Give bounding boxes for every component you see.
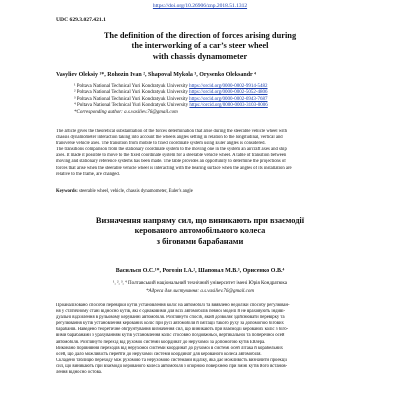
paper-title-ua	[40, 216, 360, 247]
paper-title-en	[40, 31, 360, 62]
abstract-ua-line: регулювання кутів установлення керованих коліс при русі автомобіля й імітації такого руху за допомогою бігових	[56, 321, 284, 327]
title-ua-line: Визначення напряму сил, що виникають при взаємодії	[95, 216, 305, 225]
abstract-ua-line: Виконано порівняння переходів від нерухомої системи координат до рухомої в системі осей літака й корабельних	[56, 345, 284, 351]
abstract-ua-line: вими барабанами з урахуванням кутів установлення коліс стосовно поздовжньої, вертикальної та поперечної осей	[56, 333, 285, 339]
keywords-label: Keywords:	[56, 189, 78, 194]
title-en-line: The definition of the direction of forces arising during	[103, 31, 297, 40]
corresponding-author-en: *Corresponding author: a.s.vasiliev.76@gmail.com	[74, 109, 178, 115]
abstract-en-line: relative to the frame, are changed.	[56, 171, 120, 177]
affiliation-text: ⁴ Poltava National Technical Yuri Kondratyuk University	[74, 103, 190, 109]
abstract-en-line: moving and stationary reference systems has been made. The table provides an opportunity to determine the projections of	[56, 159, 286, 165]
abstract-ua-line: ня у статичному стані відносно кутів, які є однаковими для всіх автомобілів певної моделі й не враховують індиві-	[56, 309, 286, 315]
corresponding-author-ua: *Адреса для листування: a.s.vasiliev.76@gmail.com	[146, 289, 254, 294]
keywords-text: steerable wheel, vehicle, chassis dynamometer, Euler's angle	[77, 189, 193, 194]
affiliation-text: ¹ Poltava National Technical Yuri Kondratyuk University	[74, 84, 190, 89]
abstract-en	[56, 129, 346, 178]
abstract-ua-line: автомобіля. Розглянуто перехід від рухомої системи координат до нерухомої за допомогою кутів Ейлера.	[56, 339, 266, 345]
title-en-line: the interworking of a car’s steer wheel	[131, 41, 269, 51]
abstract-ua-line: Проаналізовано способи перевірки кутів установлення коліс на автомобілі та виявлено недоліки способу регулюван-	[56, 303, 290, 308]
abstract-en-line: The article gives the theoretical substantiation of the forces determination that arise during the steerable vehicle wheel with	[56, 129, 288, 134]
abstract-en-line: The transitions comparison from the stationary coordinate system to the moving one in the system an aircraft axes and ship	[56, 147, 287, 153]
orcid-link[interactable]: https://orcid.org/0000-0002-6943-7687	[189, 96, 268, 102]
abstract-ua-line: барабанів. Наведено теоретичне обґрунтування визначення сил, що виникають при взаємодії керованих коліс з біго-	[56, 327, 289, 333]
doi-link[interactable]: https://doi.org/10.26906/znp.2018.51.1312	[152, 3, 248, 9]
affiliation-text: ² Poltava National Technical Yuri Kondratyuk University	[74, 90, 190, 96]
affiliation-ua: ¹, ², ³, ⁴ Полтавський національний технічний університет імені Юрія Кондратюка	[113, 281, 287, 286]
abstract-ua-line: осей, що дало можливість перейти до нерухомої системи координат для керованого колеса автомобіля.	[56, 351, 262, 357]
abstract-ua-line: сил, що виникають при взаємодії керованого колеса автомобіля з опорною поверхнею при зміні кутів його встанов-	[56, 363, 288, 369]
abstract-ua-line: лення відносно остова.	[56, 370, 103, 376]
title-ua-line: керованого автомобільного колеса	[134, 226, 266, 236]
udc-code: UDC 629.3.027.421.1	[56, 17, 106, 23]
title-ua-line: з біговими барабанами	[156, 236, 244, 246]
keywords-en	[56, 189, 346, 194]
abstract-ua-line: дуальні відхилення в рульовому керуванні автомобіля. Розглянуто спосіб, який дозволяє здійснювати перевірку та	[56, 315, 285, 321]
orcid-link[interactable]: https://orcid.org/0000-0003-3103-0006	[189, 103, 268, 109]
authors-ua: Васильєв О.С.¹*, Рогозін І.А.², Шаповал М.В.³, Орисенко О.В.⁴	[115, 268, 285, 274]
abstract-ua-line: Складено таблицю переходу між рухомою та нерухомою системами відліку, яка дає можливість визначити проекції	[56, 357, 287, 363]
abstract-ua	[56, 303, 346, 376]
abstract-en-line: forces that arise when the steerable vehicle wheel is interacting with the bearing surface when the angles of its installation are	[56, 165, 292, 171]
orcid-link[interactable]: https://orcid.org/0000-0002-5052-4806	[189, 90, 268, 96]
orcid-link[interactable]: https://orcid.org/0000-0002-9914-5482	[189, 84, 268, 89]
abstract-en-line: axes. It made it possible to move to the fixed coordinate system for a steerable vehicle wheel. A table of transition between	[56, 153, 287, 159]
affiliation-text: ³ Poltava National Technical Yuri Kondratyuk University	[74, 96, 190, 102]
authors-en: Vasyliev Oleksiy ¹*, Rohozin Ivan ², Shapoval Mykola ³, Orysenko Oleksandr ⁴	[56, 72, 256, 78]
title-en-line: with chassis dynamometer	[152, 51, 248, 61]
affiliation-item	[74, 103, 268, 109]
abstract-en-line: transverse vehicle axes. The transition from mobile to fixed coordinate system using Euler angles is considered.	[56, 141, 266, 147]
abstract-en-line: chassis dynamometer interaction taking into account the wheels angles setting in relation to the longitudinal, vertical and	[56, 135, 283, 141]
affiliations-en	[74, 84, 268, 116]
